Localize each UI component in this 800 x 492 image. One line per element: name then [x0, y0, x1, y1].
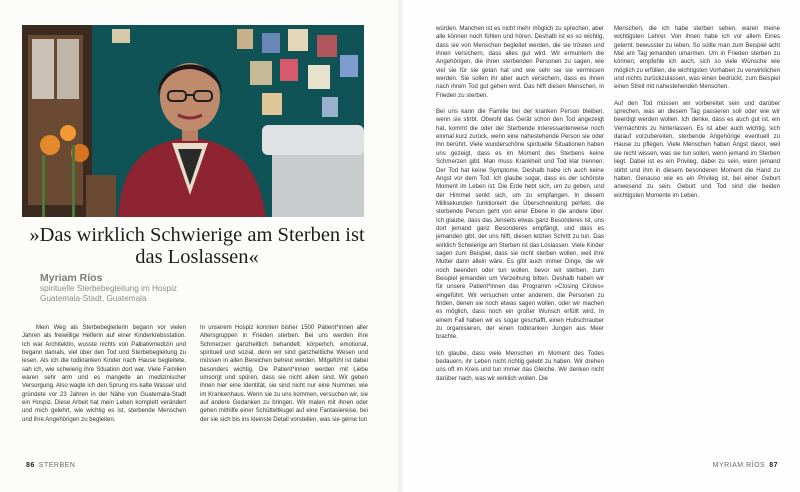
paragraph: Mein Weg als Sterbebegleiterin begann vor vielen Jahren als freiwillige Helferin auf einer Kinderkrebsstation. Ich war Architektin, wusste nichts von Palliativmedizin und begann damals, viel über den Tod und Sterbebegleitung zu lesen. Als ich die todkranken Kinder nach Hause begleitete, sah ich, wie schwierig ihre Situation dort war. Viele Familien waren sehr arm und es mangelte an medizinischer Versorgung. Also wagte ich den Sprung ins kalte Wasser und gründete vor 23 Jahren in der Nähe von Guatemala-Stadt ein Hospiz. Diese Arbeit hat mein Leben komplett verändert und mich gelehrt, wie wichtig es ist, sterbende Menschen und ihre Angehörigen zu begleiten.: [22, 325, 186, 423]
page-number: 87: [769, 462, 778, 469]
portrait-photo: [22, 25, 364, 217]
section-label: STERBEN: [38, 462, 76, 469]
author-role: [40, 284, 177, 304]
author-running-head: MYRIAM RÍOS: [712, 462, 766, 469]
left-column-2: [200, 324, 368, 432]
paragraph: Bei uns kann die Familie bei der kranken Person bleiben, wenn sie stirbt. Obwohl das Gerät schon den Tod angezeigt hat, kommt die oder der Sterbende interessanterweise noch einmal kurz zurück, wenn eine nahestehende Person sie oder ihn berührt. Viele wunderschöne spirituelle Situationen haben uns gezeigt, dass es im Moment des Sterbens keine Schmerzen gibt. Man muss Krankheit und Tod klar trennen: Der Tod hat keine Symptome. Deshalb habe ich auch keine Angst vor dem Tod. Ich glaube sogar, dass es der schönste Moment im Leben ist: Die Erde hebt sich, um zu geben, und der Himmel senkt sich, um zu empfangen. In diesem Millisekunden funktioniert die Überschneidung perfekt, die sterbende Person geht von einer Ebene in die andere über. Ich glaube, dass das Jenseits etwas ganz Besonderes ist, uns dort jemand ganz Besonderes empfängt, und dass es jemanden gibt, der uns hilft, diesen letzten Schritt zu tun. Das wirklich Schwierige am Sterben ist das Loslassen. Viele Kinder sagen zum Beispiel, dass sie nicht sterben wollen, weil ihre Mutter dann allein wäre. Es gibt auch immer Dinge, die wir noch beenden oder tun wollen, bevor wir sterben, zum Beispiel jemanden um Verzeihung bitten. Deshalb haben wir für unsere Patient*innen das Programm »Closing Circles« eingeführt. Wir versuchen unter anderem, die Personen zu finden, denen sie noch etwas sagen wollen, oder wir machen es möglich, dass noch ein großer Wunsch erfüllt wird. In einem Fall haben wir es sogar geschafft, einen Hubschrauber zu organisieren, der einen todkranken Jungen aus Meer brachte.: [436, 109, 604, 341]
left-column-1: [22, 324, 186, 432]
author-location-line: Guatemala-Stadt, Guatemala: [40, 294, 147, 303]
author-role-line: spirituelle Sterbebegleitung im Hospiz: [40, 284, 177, 293]
right-column-1: [436, 25, 604, 391]
book-gutter: [396, 0, 404, 492]
paragraph: Auf den Tod müssen wir vorbereitet sein und darüber sprechen, was an diesem Tag passieren soll oder wie wir beerdigt werden wollen. Ich denke, dass es auch gut ist, ein Vermächtnis zu hinterlassen. Es ist aber auch wichtig, sich darauf vorzubereiten, sterbende Angehörige eventuell zu Hause zu pflegen. Viele Menschen haben Angst davor, weil sie nicht wissen, was sie tun sollen, wenn jemand im Sterben liegt. Dabei ist es ein Privileg, dabei zu sein, wenn jemand stirbt und ihm in diesem besonderen Moment die Hand zu halten. Genauso wie es ein Privileg ist, bei einer Geburt anwesend zu sein. Geburt und Tod sind die beiden wichtigsten Momente im Leben.: [614, 100, 780, 199]
paragraph: würden. Manchen ist es nicht mehr möglich zu sprechen, aber alle können noch fühlen und hören. Deshalb ist es so wichtig, dass sie von Menschen begleitet werden, die sie trösten und ihnen versichern, dass alles gut wird. Wir ermuntern die Angehörigen, die ihren sterbenden Personen zu sagen, wie viel sie für sie getan hat und wie sehr sie sie vermissen werden. Sie sollen ihr aber auch versichern, dass es ihnen nach ihrem Tod gut gehen wird. Das hilft diesen Menschen, in Frieden zu sterben.: [436, 26, 604, 99]
paragraph: Menschen, die ich habe sterben sehen, waren meine wichtigsten Lehrer. Von ihnen habe ich vor allem Eines gelernt: bewusster zu leben. So sollte man zum Beispiel acht Mal am Tag jemanden umarmen. Um in Frieden sterben zu können, empfehle ich auch, sich so viele Wünsche wie möglich zu erfüllen, die wichtigsten Vorhaben zu verwirklichen und nichts zurückzulassen, was einen bedrückt, zum Beispiel einen Streit mit nahestehenden Menschen.: [614, 26, 780, 91]
right-page: [400, 0, 800, 492]
author-name: Myriam Ríos: [40, 272, 103, 284]
folio-right: [713, 462, 782, 469]
paragraph: Ich glaube, dass viele Menschen im Moment des Todes bedauern, ihr Leben nicht richtig gelebt zu haben. Wir drehen uns oft im Kreis und tun immer das Gleiche. Wir denken nicht darüber nach, was wir wirklich wollen. Die: [436, 350, 604, 382]
article-title: »Das wirklich Schwierige am Sterben ist das Loslassen«: [29, 224, 365, 268]
page-number: 86: [26, 462, 35, 469]
portrait-illustration: [22, 25, 364, 217]
right-column-2: [614, 25, 780, 208]
paragraph: In unserem Hospiz konnten bisher 1500 Patient*innen aller Altersgruppen in Frieden sterben. Bei uns werden ihre Schmerzen ganzheitlich behandelt: körperlich, emotional, spirituell und sozial, denn wir sind ganzheitliche Wesen und müssen in allen Bereichen betreut werden. Mitgefühl ist dabei besonders wichtig. Die Patient*innen werden mit Liebe umsorgt und spüren, dass sie nicht allein sind. Wir geben ihnen hier eine Identität, sie sind nicht nur eine Nummer, wie im Krankenhaus. Wenn sie zu uns kommen, versuchen wir, sie auf andere Gedanken zu bringen. Wir malen mit ihnen oder gehen mithilfe einer Schütteltkugel auf eine Fantasiereise, bei der sie sich bis ins kleinste Detail vorstellen, was sie gerne tun: [200, 325, 368, 423]
folio-left: [22, 462, 75, 469]
